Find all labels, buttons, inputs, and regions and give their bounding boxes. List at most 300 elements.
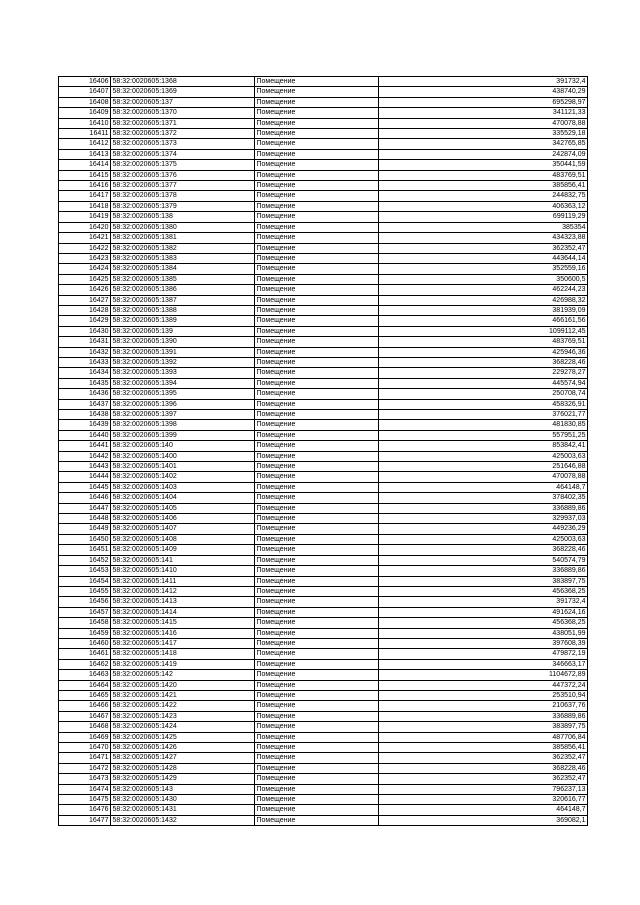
cadastral-number-cell: 58:32:0020605:1430 bbox=[111, 795, 255, 805]
cadastral-value-cell: 434323,88 bbox=[379, 233, 588, 243]
table-row bbox=[59, 597, 588, 607]
cadastral-number-cell: 58:32:0020605:1387 bbox=[111, 295, 255, 305]
object-type-cell: Помещение bbox=[255, 597, 379, 607]
object-type-cell: Помещение bbox=[255, 690, 379, 700]
object-type-cell: Помещение bbox=[255, 711, 379, 721]
cadastral-number-cell: 58:32:0020605:1380 bbox=[111, 222, 255, 232]
row-number-cell: 16461 bbox=[59, 649, 111, 659]
row-number-cell: 16451 bbox=[59, 545, 111, 555]
table-row bbox=[59, 149, 588, 159]
object-type-cell: Помещение bbox=[255, 628, 379, 638]
table-row bbox=[59, 389, 588, 399]
cadastral-number-cell: 58:32:0020605:1431 bbox=[111, 805, 255, 815]
table-row bbox=[59, 420, 588, 430]
row-number-cell: 16460 bbox=[59, 638, 111, 648]
row-number-cell: 16470 bbox=[59, 743, 111, 753]
row-number-cell: 16415 bbox=[59, 170, 111, 180]
cadastral-number-cell: 58:32:0020605:1415 bbox=[111, 618, 255, 628]
cadastral-number-cell: 58:32:0020605:1383 bbox=[111, 253, 255, 263]
cadastral-number-cell: 58:32:0020605:141 bbox=[111, 555, 255, 565]
cadastral-value-cell: 242874,09 bbox=[379, 149, 588, 159]
object-type-cell: Помещение bbox=[255, 670, 379, 680]
object-type-cell: Помещение bbox=[255, 108, 379, 118]
cadastral-value-cell: 368228,46 bbox=[379, 357, 588, 367]
table-row bbox=[59, 670, 588, 680]
object-type-cell: Помещение bbox=[255, 701, 379, 711]
object-type-cell: Помещение bbox=[255, 97, 379, 107]
cadastral-value-cell: 443644,14 bbox=[379, 253, 588, 263]
object-type-cell: Помещение bbox=[255, 649, 379, 659]
cadastral-value-cell: 251646,88 bbox=[379, 462, 588, 472]
cadastral-value-cell: 466161,56 bbox=[379, 316, 588, 326]
cadastral-value-cell: 350441,59 bbox=[379, 160, 588, 170]
table-row bbox=[59, 576, 588, 586]
cadastral-number-cell: 58:32:0020605:1421 bbox=[111, 690, 255, 700]
row-number-cell: 16419 bbox=[59, 212, 111, 222]
row-number-cell: 16466 bbox=[59, 701, 111, 711]
object-type-cell: Помещение bbox=[255, 462, 379, 472]
table-row bbox=[59, 607, 588, 617]
object-type-cell: Помещение bbox=[255, 534, 379, 544]
object-type-cell: Помещение bbox=[255, 576, 379, 586]
cadastral-number-cell: 58:32:0020605:1424 bbox=[111, 722, 255, 732]
cadastral-value-cell: 425003,63 bbox=[379, 451, 588, 461]
table-row bbox=[59, 503, 588, 513]
object-type-cell: Помещение bbox=[255, 285, 379, 295]
cadastral-value-cell: 229278,27 bbox=[379, 368, 588, 378]
row-number-cell: 16472 bbox=[59, 763, 111, 773]
object-type-cell: Помещение bbox=[255, 430, 379, 440]
table-row bbox=[59, 253, 588, 263]
object-type-cell: Помещение bbox=[255, 212, 379, 222]
cadastral-number-cell: 58:32:0020605:1420 bbox=[111, 680, 255, 690]
cadastral-number-cell: 58:32:0020605:1373 bbox=[111, 139, 255, 149]
object-type-cell: Помещение bbox=[255, 170, 379, 180]
cadastral-number-cell: 58:32:0020605:1408 bbox=[111, 534, 255, 544]
cadastral-value-cell: 350600,5 bbox=[379, 274, 588, 284]
cadastral-value-cell: 381939,09 bbox=[379, 305, 588, 315]
table-row bbox=[59, 534, 588, 544]
row-number-cell: 16454 bbox=[59, 576, 111, 586]
table-row bbox=[59, 586, 588, 596]
row-number-cell: 16439 bbox=[59, 420, 111, 430]
cadastral-value-cell: 481830,85 bbox=[379, 420, 588, 430]
cadastral-number-cell: 58:32:0020605:1372 bbox=[111, 129, 255, 139]
cadastral-value-cell: 464148,7 bbox=[379, 482, 588, 492]
row-number-cell: 16449 bbox=[59, 524, 111, 534]
table-row bbox=[59, 201, 588, 211]
table-row bbox=[59, 618, 588, 628]
object-type-cell: Помещение bbox=[255, 201, 379, 211]
object-type-cell: Помещение bbox=[255, 784, 379, 794]
cadastral-number-cell: 58:32:0020605:1374 bbox=[111, 149, 255, 159]
table-row bbox=[59, 97, 588, 107]
row-number-cell: 16436 bbox=[59, 389, 111, 399]
cadastral-number-cell: 58:32:0020605:1398 bbox=[111, 420, 255, 430]
object-type-cell: Помещение bbox=[255, 326, 379, 336]
row-number-cell: 16475 bbox=[59, 795, 111, 805]
object-type-cell: Помещение bbox=[255, 347, 379, 357]
row-number-cell: 16432 bbox=[59, 347, 111, 357]
object-type-cell: Помещение bbox=[255, 160, 379, 170]
object-type-cell: Помещение bbox=[255, 253, 379, 263]
cadastral-value-cell: 336889,86 bbox=[379, 566, 588, 576]
cadastral-number-cell: 58:32:0020605:143 bbox=[111, 784, 255, 794]
cadastral-value-cell: 320616,77 bbox=[379, 795, 588, 805]
cadastral-value-cell: 447372,24 bbox=[379, 680, 588, 690]
row-number-cell: 16455 bbox=[59, 586, 111, 596]
row-number-cell: 16412 bbox=[59, 139, 111, 149]
object-type-cell: Помещение bbox=[255, 555, 379, 565]
cadastral-number-cell: 58:32:0020605:1395 bbox=[111, 389, 255, 399]
cadastral-number-cell: 58:32:0020605:1416 bbox=[111, 628, 255, 638]
row-number-cell: 16406 bbox=[59, 77, 111, 87]
row-number-cell: 16464 bbox=[59, 680, 111, 690]
row-number-cell: 16442 bbox=[59, 451, 111, 461]
cadastral-number-cell: 58:32:0020605:1403 bbox=[111, 482, 255, 492]
object-type-cell: Помещение bbox=[255, 316, 379, 326]
row-number-cell: 16426 bbox=[59, 285, 111, 295]
table-row bbox=[59, 357, 588, 367]
cadastral-value-cell: 385354 bbox=[379, 222, 588, 232]
cadastral-number-cell: 58:32:0020605:1396 bbox=[111, 399, 255, 409]
cadastral-value-cell: 853842,41 bbox=[379, 441, 588, 451]
row-number-cell: 16410 bbox=[59, 118, 111, 128]
table-row bbox=[59, 347, 588, 357]
row-number-cell: 16446 bbox=[59, 493, 111, 503]
object-type-cell: Помещение bbox=[255, 815, 379, 825]
cadastral-value-cell: 462244,23 bbox=[379, 285, 588, 295]
cadastral-number-cell: 58:32:0020605:1417 bbox=[111, 638, 255, 648]
cadastral-number-cell: 58:32:0020605:139 bbox=[111, 326, 255, 336]
cadastral-value-cell: 557951,25 bbox=[379, 430, 588, 440]
cadastral-number-cell: 58:32:0020605:138 bbox=[111, 212, 255, 222]
row-number-cell: 16433 bbox=[59, 357, 111, 367]
table-row bbox=[59, 233, 588, 243]
object-type-cell: Помещение bbox=[255, 77, 379, 87]
object-type-cell: Помещение bbox=[255, 618, 379, 628]
row-number-cell: 16418 bbox=[59, 201, 111, 211]
table-row bbox=[59, 160, 588, 170]
row-number-cell: 16431 bbox=[59, 337, 111, 347]
table-row bbox=[59, 462, 588, 472]
cadastral-number-cell: 58:32:0020605:1401 bbox=[111, 462, 255, 472]
row-number-cell: 16414 bbox=[59, 160, 111, 170]
cadastral-value-cell: 385856,41 bbox=[379, 743, 588, 753]
object-type-cell: Помещение bbox=[255, 722, 379, 732]
row-number-cell: 16424 bbox=[59, 264, 111, 274]
object-type-cell: Помещение bbox=[255, 410, 379, 420]
table-row bbox=[59, 222, 588, 232]
cadastral-value-cell: 479872,19 bbox=[379, 649, 588, 659]
cadastral-value-cell: 445574,94 bbox=[379, 378, 588, 388]
cadastral-number-cell: 58:32:0020605:1419 bbox=[111, 659, 255, 669]
object-type-cell: Помещение bbox=[255, 659, 379, 669]
row-number-cell: 16477 bbox=[59, 815, 111, 825]
table-row bbox=[59, 763, 588, 773]
row-number-cell: 16476 bbox=[59, 805, 111, 815]
object-type-cell: Помещение bbox=[255, 451, 379, 461]
cadastral-value-cell: 456368,25 bbox=[379, 618, 588, 628]
cadastral-value-cell: 362352,47 bbox=[379, 774, 588, 784]
row-number-cell: 16443 bbox=[59, 462, 111, 472]
object-type-cell: Помещение bbox=[255, 774, 379, 784]
row-number-cell: 16441 bbox=[59, 441, 111, 451]
table-row bbox=[59, 399, 588, 409]
table-row bbox=[59, 555, 588, 565]
cadastral-number-cell: 58:32:0020605:1429 bbox=[111, 774, 255, 784]
cadastral-number-cell: 58:32:0020605:1425 bbox=[111, 732, 255, 742]
table-row bbox=[59, 784, 588, 794]
table-row bbox=[59, 659, 588, 669]
cadastral-number-cell: 58:32:0020605:1390 bbox=[111, 337, 255, 347]
cadastral-number-cell: 58:32:0020605:1407 bbox=[111, 524, 255, 534]
table-row bbox=[59, 326, 588, 336]
table-row bbox=[59, 129, 588, 139]
table-row bbox=[59, 410, 588, 420]
table-body bbox=[59, 77, 588, 826]
table-row bbox=[59, 285, 588, 295]
cadastral-number-cell: 58:32:0020605:1400 bbox=[111, 451, 255, 461]
cadastral-number-cell: 58:32:0020605:1412 bbox=[111, 586, 255, 596]
object-type-cell: Помещение bbox=[255, 149, 379, 159]
cadastral-value-cell: 383897,75 bbox=[379, 722, 588, 732]
cadastral-value-cell: 464148,7 bbox=[379, 805, 588, 815]
cadastral-number-cell: 58:32:0020605:1392 bbox=[111, 357, 255, 367]
cadastral-number-cell: 58:32:0020605:1413 bbox=[111, 597, 255, 607]
row-number-cell: 16429 bbox=[59, 316, 111, 326]
table-row bbox=[59, 545, 588, 555]
cadastral-number-cell: 58:32:0020605:1386 bbox=[111, 285, 255, 295]
row-number-cell: 16450 bbox=[59, 534, 111, 544]
cadastral-value-cell: 336889,86 bbox=[379, 503, 588, 513]
cadastral-value-cell: 406363,12 bbox=[379, 201, 588, 211]
cadastral-value-cell: 425003,63 bbox=[379, 534, 588, 544]
row-number-cell: 16453 bbox=[59, 566, 111, 576]
cadastral-value-cell: 483769,51 bbox=[379, 170, 588, 180]
cadastral-number-cell: 58:32:0020605:1384 bbox=[111, 264, 255, 274]
object-type-cell: Помещение bbox=[255, 129, 379, 139]
row-number-cell: 16430 bbox=[59, 326, 111, 336]
row-number-cell: 16417 bbox=[59, 191, 111, 201]
row-number-cell: 16445 bbox=[59, 482, 111, 492]
table-row bbox=[59, 711, 588, 721]
cadastral-value-cell: 346663,17 bbox=[379, 659, 588, 669]
row-number-cell: 16467 bbox=[59, 711, 111, 721]
cadastral-number-cell: 58:32:0020605:1422 bbox=[111, 701, 255, 711]
cadastral-number-cell: 58:32:0020605:1376 bbox=[111, 170, 255, 180]
cadastral-number-cell: 58:32:0020605:1427 bbox=[111, 753, 255, 763]
object-type-cell: Помещение bbox=[255, 181, 379, 191]
table-row bbox=[59, 316, 588, 326]
row-number-cell: 16444 bbox=[59, 472, 111, 482]
row-number-cell: 16463 bbox=[59, 670, 111, 680]
cadastral-number-cell: 58:32:0020605:1388 bbox=[111, 305, 255, 315]
cadastral-value-cell: 210637,76 bbox=[379, 701, 588, 711]
table-row bbox=[59, 181, 588, 191]
table-row bbox=[59, 680, 588, 690]
row-number-cell: 16473 bbox=[59, 774, 111, 784]
cadastral-number-cell: 58:32:0020605:1382 bbox=[111, 243, 255, 253]
table-row bbox=[59, 482, 588, 492]
object-type-cell: Помещение bbox=[255, 472, 379, 482]
cadastral-value-cell: 695298,97 bbox=[379, 97, 588, 107]
table-row bbox=[59, 295, 588, 305]
cadastral-value-cell: 449236,29 bbox=[379, 524, 588, 534]
cadastral-number-cell: 58:32:0020605:1414 bbox=[111, 607, 255, 617]
cadastral-number-cell: 58:32:0020605:1368 bbox=[111, 77, 255, 87]
cadastral-value-cell: 253510,94 bbox=[379, 690, 588, 700]
row-number-cell: 16474 bbox=[59, 784, 111, 794]
cadastral-value-cell: 796237,13 bbox=[379, 784, 588, 794]
object-type-cell: Помещение bbox=[255, 566, 379, 576]
cadastral-number-cell: 58:32:0020605:1423 bbox=[111, 711, 255, 721]
object-type-cell: Помещение bbox=[255, 763, 379, 773]
cadastral-number-cell: 58:32:0020605:1370 bbox=[111, 108, 255, 118]
object-type-cell: Помещение bbox=[255, 118, 379, 128]
object-type-cell: Помещение bbox=[255, 524, 379, 534]
object-type-cell: Помещение bbox=[255, 586, 379, 596]
cadastral-number-cell: 58:32:0020605:137 bbox=[111, 97, 255, 107]
object-type-cell: Помещение bbox=[255, 680, 379, 690]
cadastral-number-cell: 58:32:0020605:1404 bbox=[111, 493, 255, 503]
cadastral-number-cell: 58:32:0020605:1377 bbox=[111, 181, 255, 191]
table-row bbox=[59, 690, 588, 700]
object-type-cell: Помещение bbox=[255, 368, 379, 378]
table-row bbox=[59, 451, 588, 461]
cadastral-number-cell: 58:32:0020605:1375 bbox=[111, 160, 255, 170]
table-row bbox=[59, 274, 588, 284]
table-row bbox=[59, 638, 588, 648]
table-row bbox=[59, 493, 588, 503]
cadastral-value-cell: 244832,75 bbox=[379, 191, 588, 201]
object-type-cell: Помещение bbox=[255, 607, 379, 617]
table-row bbox=[59, 743, 588, 753]
row-number-cell: 16457 bbox=[59, 607, 111, 617]
row-number-cell: 16447 bbox=[59, 503, 111, 513]
table-row bbox=[59, 191, 588, 201]
cadastral-value-table bbox=[58, 76, 588, 826]
cadastral-value-cell: 426988,32 bbox=[379, 295, 588, 305]
cadastral-number-cell: 58:32:0020605:1369 bbox=[111, 87, 255, 97]
cadastral-value-cell: 368228,46 bbox=[379, 763, 588, 773]
cadastral-number-cell: 58:32:0020605:1426 bbox=[111, 743, 255, 753]
table-row bbox=[59, 524, 588, 534]
object-type-cell: Помещение bbox=[255, 305, 379, 315]
row-number-cell: 16416 bbox=[59, 181, 111, 191]
table-row bbox=[59, 77, 588, 87]
table-row bbox=[59, 805, 588, 815]
object-type-cell: Помещение bbox=[255, 493, 379, 503]
cadastral-value-cell: 378402,35 bbox=[379, 493, 588, 503]
object-type-cell: Помещение bbox=[255, 357, 379, 367]
table-row bbox=[59, 649, 588, 659]
object-type-cell: Помещение bbox=[255, 732, 379, 742]
cadastral-value-cell: 383897,75 bbox=[379, 576, 588, 586]
cadastral-number-cell: 58:32:0020605:1378 bbox=[111, 191, 255, 201]
object-type-cell: Помещение bbox=[255, 264, 379, 274]
cadastral-number-cell: 58:32:0020605:1391 bbox=[111, 347, 255, 357]
object-type-cell: Помещение bbox=[255, 545, 379, 555]
cadastral-value-cell: 456368,25 bbox=[379, 586, 588, 596]
cadastral-number-cell: 58:32:0020605:140 bbox=[111, 441, 255, 451]
cadastral-value-cell: 335529,18 bbox=[379, 129, 588, 139]
object-type-cell: Помещение bbox=[255, 139, 379, 149]
cadastral-number-cell: 58:32:0020605:1389 bbox=[111, 316, 255, 326]
cadastral-value-cell: 540574,79 bbox=[379, 555, 588, 565]
object-type-cell: Помещение bbox=[255, 795, 379, 805]
cadastral-number-cell: 58:32:0020605:1394 bbox=[111, 378, 255, 388]
row-number-cell: 16434 bbox=[59, 368, 111, 378]
cadastral-value-cell: 425946,36 bbox=[379, 347, 588, 357]
table-row bbox=[59, 212, 588, 222]
table-row bbox=[59, 430, 588, 440]
cadastral-value-cell: 458326,91 bbox=[379, 399, 588, 409]
cadastral-value-cell: 362352,47 bbox=[379, 753, 588, 763]
object-type-cell: Помещение bbox=[255, 337, 379, 347]
object-type-cell: Помещение bbox=[255, 743, 379, 753]
row-number-cell: 16462 bbox=[59, 659, 111, 669]
object-type-cell: Помещение bbox=[255, 441, 379, 451]
object-type-cell: Помещение bbox=[255, 503, 379, 513]
cadastral-value-cell: 699119,29 bbox=[379, 212, 588, 222]
table-row bbox=[59, 628, 588, 638]
cadastral-value-cell: 342765,85 bbox=[379, 139, 588, 149]
row-number-cell: 16471 bbox=[59, 753, 111, 763]
cadastral-value-cell: 470078,88 bbox=[379, 118, 588, 128]
object-type-cell: Помещение bbox=[255, 514, 379, 524]
cadastral-number-cell: 58:32:0020605:1402 bbox=[111, 472, 255, 482]
row-number-cell: 16435 bbox=[59, 378, 111, 388]
table-row bbox=[59, 87, 588, 97]
cadastral-value-cell: 470078,88 bbox=[379, 472, 588, 482]
table-row bbox=[59, 472, 588, 482]
table-row bbox=[59, 795, 588, 805]
row-number-cell: 16438 bbox=[59, 410, 111, 420]
cadastral-value-cell: 369082,1 bbox=[379, 815, 588, 825]
row-number-cell: 16452 bbox=[59, 555, 111, 565]
row-number-cell: 16468 bbox=[59, 722, 111, 732]
cadastral-value-cell: 329937,03 bbox=[379, 514, 588, 524]
table-row bbox=[59, 243, 588, 253]
table-row bbox=[59, 566, 588, 576]
cadastral-value-cell: 1104672,89 bbox=[379, 670, 588, 680]
object-type-cell: Помещение bbox=[255, 805, 379, 815]
table-row bbox=[59, 378, 588, 388]
row-number-cell: 16440 bbox=[59, 430, 111, 440]
cadastral-number-cell: 58:32:0020605:1385 bbox=[111, 274, 255, 284]
table-row bbox=[59, 264, 588, 274]
cadastral-value-cell: 362352,47 bbox=[379, 243, 588, 253]
table-row bbox=[59, 732, 588, 742]
cadastral-value-cell: 250708,74 bbox=[379, 389, 588, 399]
cadastral-value-cell: 491624,16 bbox=[379, 607, 588, 617]
cadastral-value-cell: 391732,4 bbox=[379, 77, 588, 87]
table-row bbox=[59, 139, 588, 149]
row-number-cell: 16456 bbox=[59, 597, 111, 607]
row-number-cell: 16407 bbox=[59, 87, 111, 97]
object-type-cell: Помещение bbox=[255, 243, 379, 253]
row-number-cell: 16469 bbox=[59, 732, 111, 742]
row-number-cell: 16411 bbox=[59, 129, 111, 139]
object-type-cell: Помещение bbox=[255, 420, 379, 430]
cadastral-value-cell: 336889,86 bbox=[379, 711, 588, 721]
cadastral-number-cell: 58:32:0020605:142 bbox=[111, 670, 255, 680]
cadastral-value-cell: 438740,29 bbox=[379, 87, 588, 97]
row-number-cell: 16428 bbox=[59, 305, 111, 315]
cadastral-number-cell: 58:32:0020605:1399 bbox=[111, 430, 255, 440]
row-number-cell: 16422 bbox=[59, 243, 111, 253]
